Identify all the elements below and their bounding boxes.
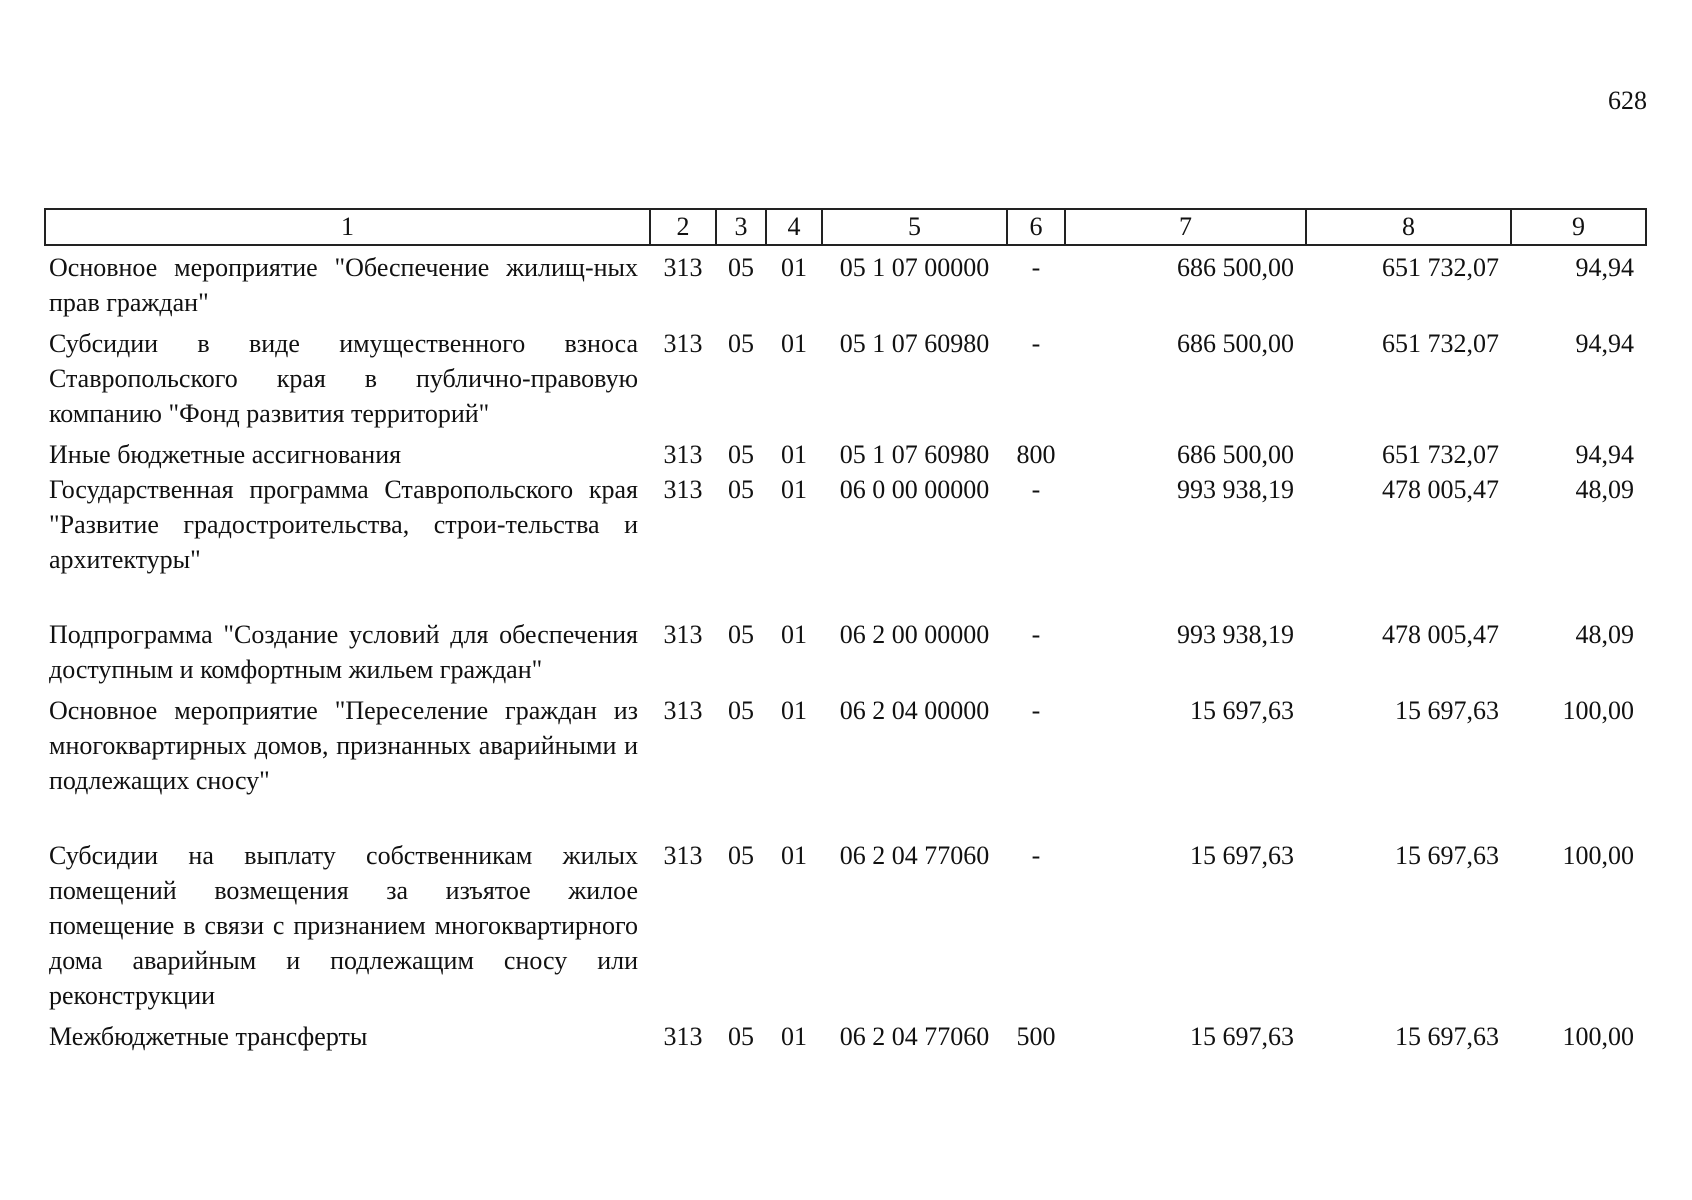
row-plan: 686 500,00	[1177, 440, 1294, 469]
row-code: 313	[663, 475, 703, 504]
table-row	[45, 245, 1646, 326]
row-expense-type: -	[1031, 253, 1041, 282]
row-name: Основное мероприятие "Обеспечение жилищ-ных прав граждан"	[49, 253, 638, 317]
header-col-3: 3	[716, 209, 766, 245]
table-row	[45, 437, 1646, 472]
row-section: 05	[728, 475, 754, 504]
row-name: Подпрограмма "Создание условий для обеспечения доступным и комфортным жильем граждан"	[49, 620, 638, 684]
row-expense-type: -	[1031, 329, 1041, 358]
row-percent: 48,09	[1575, 620, 1634, 649]
row-target: 06 2 04 77060	[839, 841, 990, 870]
row-name: Основное мероприятие "Переселение граждан из многоквартирных домов, признанных аварийными и подлежащих сносу"	[49, 696, 638, 795]
row-target: 06 2 04 00000	[839, 696, 990, 725]
row-name: Межбюджетные трансферты	[49, 1022, 368, 1051]
row-code: 313	[663, 253, 703, 282]
row-section: 05	[728, 440, 754, 469]
row-name: Государственная программа Ставропольского края "Развитие градостроительства, строи-тельства и архитектуры"	[49, 475, 638, 574]
row-subsection: 01	[781, 475, 807, 504]
table-row	[45, 838, 1646, 1019]
row-code: 313	[663, 1022, 703, 1051]
row-actual: 651 732,07	[1382, 329, 1499, 358]
row-target: 06 2 00 00000	[839, 620, 990, 649]
row-percent: 100,00	[1562, 696, 1634, 725]
row-target: 06 0 00 00000	[839, 475, 990, 504]
row-section: 05	[728, 329, 754, 358]
row-expense-type: -	[1031, 841, 1041, 870]
header-col-2: 2	[650, 209, 716, 245]
row-plan: 15 697,63	[1190, 1022, 1294, 1051]
row-target: 06 2 04 77060	[839, 1022, 990, 1051]
row-actual: 15 697,63	[1395, 841, 1499, 870]
table-header-row	[45, 209, 1646, 245]
row-target: 05 1 07 00000	[839, 253, 990, 282]
row-subsection: 01	[781, 253, 807, 282]
row-percent: 100,00	[1562, 841, 1634, 870]
row-target: 05 1 07 60980	[839, 329, 990, 358]
row-subsection: 01	[781, 841, 807, 870]
table-row	[45, 326, 1646, 437]
row-actual: 15 697,63	[1395, 1022, 1499, 1051]
header-col-7: 7	[1065, 209, 1306, 245]
row-target: 05 1 07 60980	[839, 440, 990, 469]
row-section: 05	[728, 253, 754, 282]
header-col-5: 5	[822, 209, 1007, 245]
row-code: 313	[663, 841, 703, 870]
row-section: 05	[728, 841, 754, 870]
row-name: Субсидии в виде имущественного взноса Ставропольского края в публично-правовую компанию "Фонд развития территорий"	[49, 329, 638, 428]
row-code: 313	[663, 696, 703, 725]
row-section: 05	[728, 696, 754, 725]
row-percent: 94,94	[1575, 253, 1634, 282]
header-col-6: 6	[1007, 209, 1065, 245]
row-actual: 15 697,63	[1395, 696, 1499, 725]
row-subsection: 01	[781, 696, 807, 725]
row-plan: 15 697,63	[1190, 841, 1294, 870]
row-plan: 686 500,00	[1177, 329, 1294, 358]
row-expense-type: -	[1031, 475, 1041, 504]
row-expense-type: 800	[1016, 440, 1056, 469]
row-expense-type: -	[1031, 620, 1041, 649]
row-subsection: 01	[781, 1022, 807, 1051]
header-col-9: 9	[1511, 209, 1646, 245]
row-plan: 15 697,63	[1190, 696, 1294, 725]
row-plan: 686 500,00	[1177, 253, 1294, 282]
table-row	[45, 617, 1646, 693]
row-section: 05	[728, 1022, 754, 1051]
row-section: 05	[728, 620, 754, 649]
row-percent: 48,09	[1575, 475, 1634, 504]
row-name: Иные бюджетные ассигнования	[49, 440, 402, 469]
row-percent: 94,94	[1575, 440, 1634, 469]
row-subsection: 01	[781, 329, 807, 358]
row-percent: 94,94	[1575, 329, 1634, 358]
row-actual: 478 005,47	[1382, 620, 1499, 649]
row-code: 313	[663, 440, 703, 469]
header-col-4: 4	[766, 209, 822, 245]
page-number: 628	[1608, 86, 1647, 115]
row-expense-type: -	[1031, 696, 1041, 725]
row-percent: 100,00	[1562, 1022, 1634, 1051]
row-expense-type: 500	[1016, 1022, 1056, 1051]
row-code: 313	[663, 620, 703, 649]
row-actual: 651 732,07	[1382, 440, 1499, 469]
table-row	[45, 693, 1646, 838]
header-col-8: 8	[1306, 209, 1511, 245]
budget-table	[44, 208, 1647, 1054]
row-actual: 478 005,47	[1382, 475, 1499, 504]
row-subsection: 01	[781, 440, 807, 469]
row-plan: 993 938,19	[1177, 475, 1294, 504]
table-row	[45, 1019, 1646, 1054]
header-col-1: 1	[45, 209, 650, 245]
table-row	[45, 472, 1646, 617]
row-subsection: 01	[781, 620, 807, 649]
row-name: Субсидии на выплату собственникам жилых помещений возмещения за изъятое жилое помещение в связи с признанием многоквартирного дома аварийным и подлежащим сносу или реконструкции	[49, 841, 638, 1010]
row-plan: 993 938,19	[1177, 620, 1294, 649]
row-actual: 651 732,07	[1382, 253, 1499, 282]
row-code: 313	[663, 329, 703, 358]
